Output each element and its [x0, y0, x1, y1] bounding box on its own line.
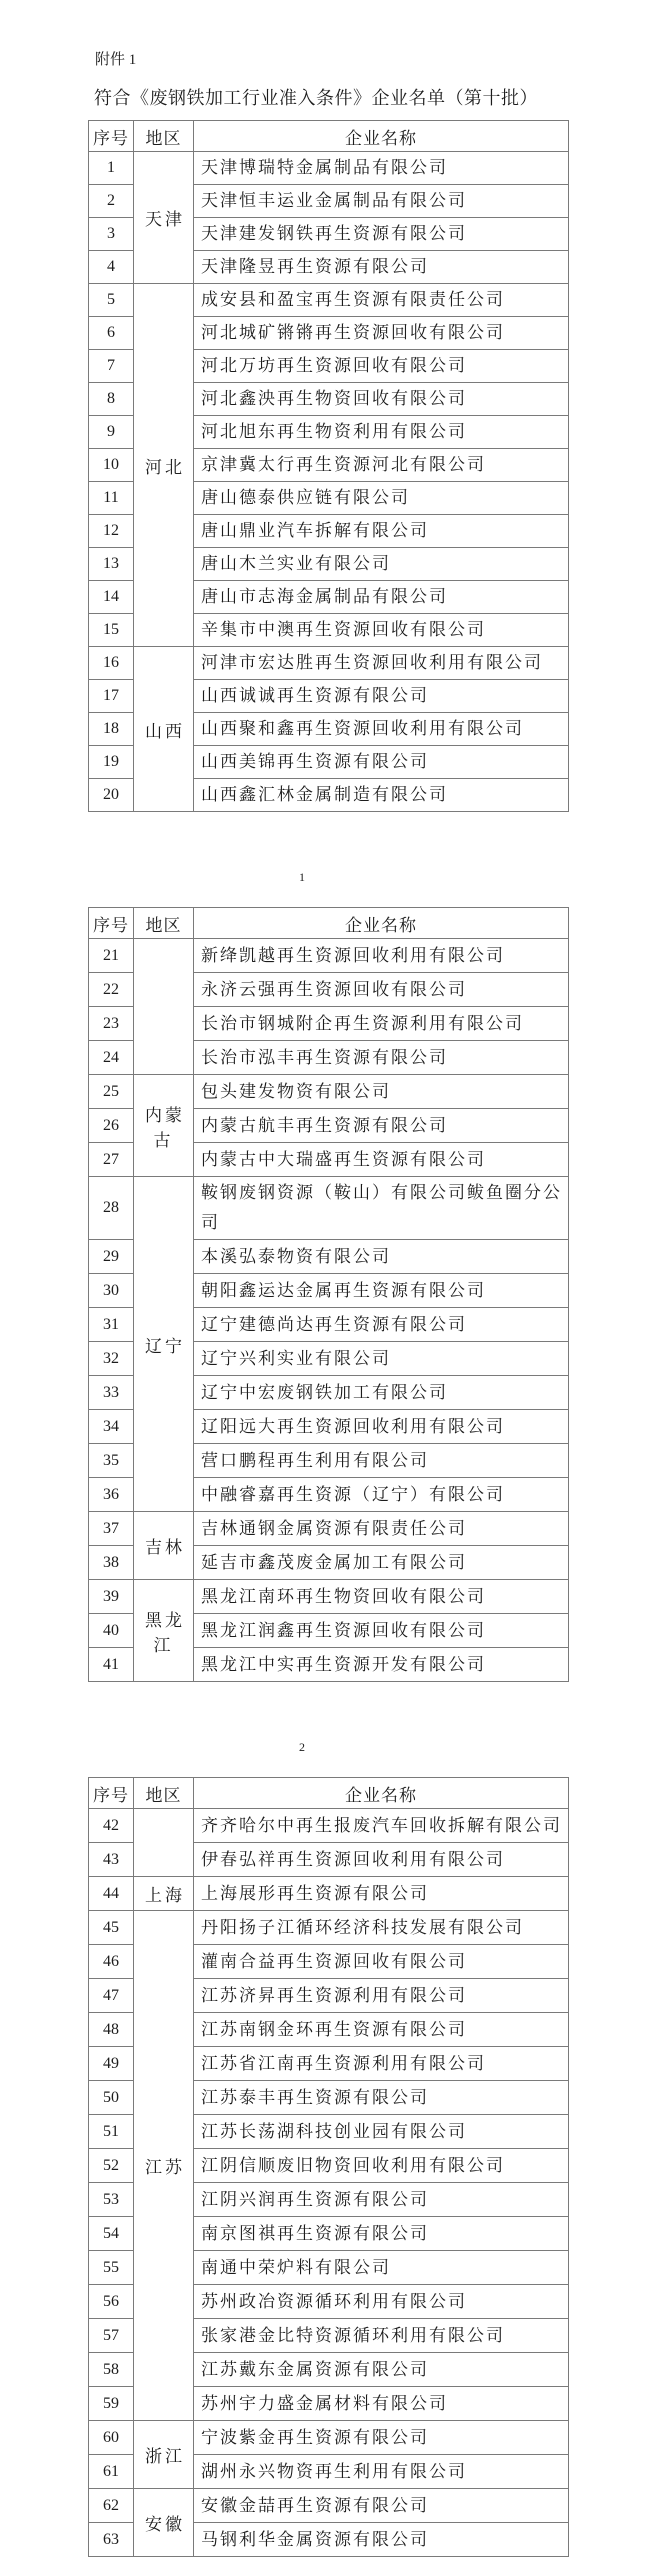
row-number-cell: 31 [89, 1308, 134, 1342]
company-name-cell: 黑龙江南环再生物资回收有限公司 [194, 1580, 569, 1614]
company-name-cell: 山西聚和鑫再生资源回收利用有限公司 [194, 713, 569, 746]
company-name-cell: 内蒙古中大瑞盛再生资源有限公司 [194, 1143, 569, 1177]
table-row [89, 1877, 569, 1911]
column-header-company: 企业名称 [194, 121, 569, 152]
table-row [89, 1075, 569, 1109]
row-number-cell: 32 [89, 1342, 134, 1376]
column-header-no: 序号 [89, 1778, 134, 1809]
row-number-cell: 47 [89, 1979, 134, 2013]
company-name-cell: 吉林通钢金属资源有限责任公司 [194, 1512, 569, 1546]
company-name-cell: 安徽金喆再生资源有限公司 [194, 2489, 569, 2523]
row-number-cell: 3 [89, 218, 134, 251]
company-name-cell: 长治市钢城附企再生资源利用有限公司 [194, 1007, 569, 1041]
region-cell [134, 939, 194, 1075]
company-name-cell: 江阴信顺废旧物资回收利用有限公司 [194, 2149, 569, 2183]
company-name-cell: 伊春弘祥再生资源回收利用有限公司 [194, 1843, 569, 1877]
table-row [89, 647, 569, 680]
company-name-cell: 江苏泰丰再生资源有限公司 [194, 2081, 569, 2115]
row-number-cell: 53 [89, 2183, 134, 2217]
row-number-cell: 51 [89, 2115, 134, 2149]
region-cell: 天津 [134, 152, 194, 284]
region-cell: 安徽 [134, 2489, 194, 2557]
row-number-cell: 19 [89, 746, 134, 779]
row-number-cell: 17 [89, 680, 134, 713]
table-row [89, 1580, 569, 1614]
row-number-cell: 48 [89, 2013, 134, 2047]
company-name-cell: 新绛凯越再生资源回收利用有限公司 [194, 939, 569, 973]
company-name-cell: 湖州永兴物资再生利用有限公司 [194, 2455, 569, 2489]
company-name-cell: 内蒙古航丰再生资源有限公司 [194, 1109, 569, 1143]
company-name-cell: 黑龙江中实再生资源开发有限公司 [194, 1648, 569, 1682]
companies-table-page-3 [88, 1777, 569, 2557]
company-name-cell: 本溪弘泰物资有限公司 [194, 1240, 569, 1274]
company-name-cell: 山西鑫汇林金属制造有限公司 [194, 779, 569, 812]
row-number-cell: 22 [89, 973, 134, 1007]
company-name-cell: 辽宁中宏废钢铁加工有限公司 [194, 1376, 569, 1410]
company-name-cell: 宁波紫金再生资源有限公司 [194, 2421, 569, 2455]
company-name-cell: 包头建发物资有限公司 [194, 1075, 569, 1109]
row-number-cell: 10 [89, 449, 134, 482]
company-name-cell: 丹阳扬子江循环经济科技发展有限公司 [194, 1911, 569, 1945]
region-cell [134, 1809, 194, 1877]
company-name-cell: 唐山木兰实业有限公司 [194, 548, 569, 581]
company-name-cell: 天津建发钢铁再生资源有限公司 [194, 218, 569, 251]
company-name-cell: 江苏戴东金属资源有限公司 [194, 2353, 569, 2387]
row-number-cell: 33 [89, 1376, 134, 1410]
document-title: 符合《废钢铁加工行业准入条件》企业名单（第十批） [94, 88, 538, 108]
row-number-cell: 25 [89, 1075, 134, 1109]
company-name-cell: 河北鑫泱再生物资回收有限公司 [194, 383, 569, 416]
company-name-cell: 齐齐哈尔中再生报废汽车回收拆解有限公司 [194, 1809, 569, 1843]
row-number-cell: 35 [89, 1444, 134, 1478]
row-number-cell: 46 [89, 1945, 134, 1979]
company-name-cell: 辛集市中澳再生资源回收有限公司 [194, 614, 569, 647]
company-name-cell: 马钢利华金属资源有限公司 [194, 2523, 569, 2557]
region-cell: 吉林 [134, 1512, 194, 1580]
page-number: 1 [299, 870, 305, 884]
row-number-cell: 57 [89, 2319, 134, 2353]
row-number-cell: 42 [89, 1809, 134, 1843]
company-name-cell: 黑龙江润鑫再生资源回收有限公司 [194, 1614, 569, 1648]
table-row [89, 284, 569, 317]
region-cell: 河北 [134, 284, 194, 647]
region-cell: 内蒙古 [134, 1075, 194, 1177]
table-row [89, 1512, 569, 1546]
company-name-cell: 河津市宏达胜再生资源回收利用有限公司 [194, 647, 569, 680]
row-number-cell: 38 [89, 1546, 134, 1580]
row-number-cell: 11 [89, 482, 134, 515]
company-name-cell: 永济云强再生资源回收有限公司 [194, 973, 569, 1007]
column-header-no: 序号 [89, 908, 134, 939]
row-number-cell: 15 [89, 614, 134, 647]
region-cell: 浙江 [134, 2421, 194, 2489]
row-number-cell: 40 [89, 1614, 134, 1648]
table-row [89, 2489, 569, 2523]
company-name-cell: 苏州政冶资源循环利用有限公司 [194, 2285, 569, 2319]
row-number-cell: 5 [89, 284, 134, 317]
row-number-cell: 61 [89, 2455, 134, 2489]
row-number-cell: 45 [89, 1911, 134, 1945]
row-number-cell: 39 [89, 1580, 134, 1614]
header-row [89, 908, 569, 939]
company-name-cell: 苏州宇力盛金属材料有限公司 [194, 2387, 569, 2421]
row-number-cell: 50 [89, 2081, 134, 2115]
row-number-cell: 4 [89, 251, 134, 284]
company-name-cell: 中融睿嘉再生资源（辽宁）有限公司 [194, 1478, 569, 1512]
row-number-cell: 52 [89, 2149, 134, 2183]
tables-container [0, 120, 660, 2557]
region-cell: 山西 [134, 647, 194, 812]
row-number-cell: 20 [89, 779, 134, 812]
row-number-cell: 16 [89, 647, 134, 680]
row-number-cell: 14 [89, 581, 134, 614]
company-name-cell: 长治市泓丰再生资源有限公司 [194, 1041, 569, 1075]
row-number-cell: 9 [89, 416, 134, 449]
company-name-cell: 江苏省江南再生资源利用有限公司 [194, 2047, 569, 2081]
company-name-cell: 唐山鼎业汽车拆解有限公司 [194, 515, 569, 548]
row-number-cell: 24 [89, 1041, 134, 1075]
row-number-cell: 44 [89, 1877, 134, 1911]
column-header-no: 序号 [89, 121, 134, 152]
table-row [89, 1911, 569, 1945]
company-name-cell: 南通中荣炉料有限公司 [194, 2251, 569, 2285]
row-number-cell: 63 [89, 2523, 134, 2557]
company-name-cell: 唐山市志海金属制品有限公司 [194, 581, 569, 614]
row-number-cell: 12 [89, 515, 134, 548]
region-cell: 辽宁 [134, 1177, 194, 1512]
row-number-cell: 54 [89, 2217, 134, 2251]
company-name-cell: 唐山德泰供应链有限公司 [194, 482, 569, 515]
row-number-cell: 18 [89, 713, 134, 746]
company-name-cell: 辽宁建德尚达再生资源有限公司 [194, 1308, 569, 1342]
header-row [89, 121, 569, 152]
company-name-cell: 河北万坊再生资源回收有限公司 [194, 350, 569, 383]
row-number-cell: 23 [89, 1007, 134, 1041]
region-cell: 黑龙江 [134, 1580, 194, 1682]
row-number-cell: 56 [89, 2285, 134, 2319]
company-name-cell: 辽阳远大再生资源回收利用有限公司 [194, 1410, 569, 1444]
row-number-cell: 41 [89, 1648, 134, 1682]
row-number-cell: 2 [89, 185, 134, 218]
company-name-cell: 江苏长荡湖科技创业园有限公司 [194, 2115, 569, 2149]
row-number-cell: 59 [89, 2387, 134, 2421]
row-number-cell: 7 [89, 350, 134, 383]
row-number-cell: 43 [89, 1843, 134, 1877]
company-name-cell: 辽宁兴利实业有限公司 [194, 1342, 569, 1376]
company-name-cell: 张家港金比特资源循环利用有限公司 [194, 2319, 569, 2353]
table-row [89, 2421, 569, 2455]
company-name-cell: 朝阳鑫运达金属再生资源有限公司 [194, 1274, 569, 1308]
company-name-cell: 山西诚诚再生资源有限公司 [194, 680, 569, 713]
row-number-cell: 28 [89, 1177, 134, 1240]
row-number-cell: 30 [89, 1274, 134, 1308]
table-row [89, 939, 569, 973]
company-name-cell: 天津博瑞特金属制品有限公司 [194, 152, 569, 185]
table-row [89, 1177, 569, 1240]
column-header-company: 企业名称 [194, 908, 569, 939]
row-number-cell: 8 [89, 383, 134, 416]
header-row [89, 1778, 569, 1809]
company-name-cell: 江阴兴润再生资源有限公司 [194, 2183, 569, 2217]
company-name-cell: 江苏南钢金环再生资源有限公司 [194, 2013, 569, 2047]
company-name-cell: 上海展形再生资源有限公司 [194, 1877, 569, 1911]
company-name-cell: 江苏济昇再生资源利用有限公司 [194, 1979, 569, 2013]
table-row [89, 1809, 569, 1843]
company-name-cell: 京津冀太行再生资源河北有限公司 [194, 449, 569, 482]
row-number-cell: 21 [89, 939, 134, 973]
row-number-cell: 49 [89, 2047, 134, 2081]
column-header-region: 地区 [134, 121, 194, 152]
row-number-cell: 58 [89, 2353, 134, 2387]
row-number-cell: 60 [89, 2421, 134, 2455]
company-name-cell: 鞍钢废钢资源（鞍山）有限公司鲅鱼圈分公司 [194, 1177, 569, 1240]
row-number-cell: 34 [89, 1410, 134, 1444]
company-name-cell: 营口鹏程再生利用有限公司 [194, 1444, 569, 1478]
row-number-cell: 6 [89, 317, 134, 350]
company-name-cell: 天津隆昱再生资源有限公司 [194, 251, 569, 284]
row-number-cell: 29 [89, 1240, 134, 1274]
region-cell: 江苏 [134, 1911, 194, 2421]
row-number-cell: 36 [89, 1478, 134, 1512]
attachment-label: 附件 1 [95, 52, 137, 68]
column-header-region: 地区 [134, 908, 194, 939]
table-row [89, 152, 569, 185]
company-name-cell: 灌南合益再生资源回收有限公司 [194, 1945, 569, 1979]
row-number-cell: 1 [89, 152, 134, 185]
company-name-cell: 河北城矿锵锵再生资源回收有限公司 [194, 317, 569, 350]
row-number-cell: 55 [89, 2251, 134, 2285]
column-header-region: 地区 [134, 1778, 194, 1809]
row-number-cell: 13 [89, 548, 134, 581]
company-name-cell: 延吉市鑫茂废金属加工有限公司 [194, 1546, 569, 1580]
row-number-cell: 26 [89, 1109, 134, 1143]
company-name-cell: 河北旭东再生物资利用有限公司 [194, 416, 569, 449]
company-name-cell: 南京图祺再生资源有限公司 [194, 2217, 569, 2251]
company-name-cell: 成安县和盈宝再生资源有限责任公司 [194, 284, 569, 317]
column-header-company: 企业名称 [194, 1778, 569, 1809]
company-name-cell: 天津恒丰运业金属制品有限公司 [194, 185, 569, 218]
row-number-cell: 62 [89, 2489, 134, 2523]
page-number: 2 [299, 1740, 305, 1754]
companies-table-page-1 [88, 120, 569, 812]
region-cell: 上海 [134, 1877, 194, 1911]
row-number-cell: 37 [89, 1512, 134, 1546]
companies-table-page-2 [88, 907, 569, 1682]
row-number-cell: 27 [89, 1143, 134, 1177]
company-name-cell: 山西美锦再生资源有限公司 [194, 746, 569, 779]
